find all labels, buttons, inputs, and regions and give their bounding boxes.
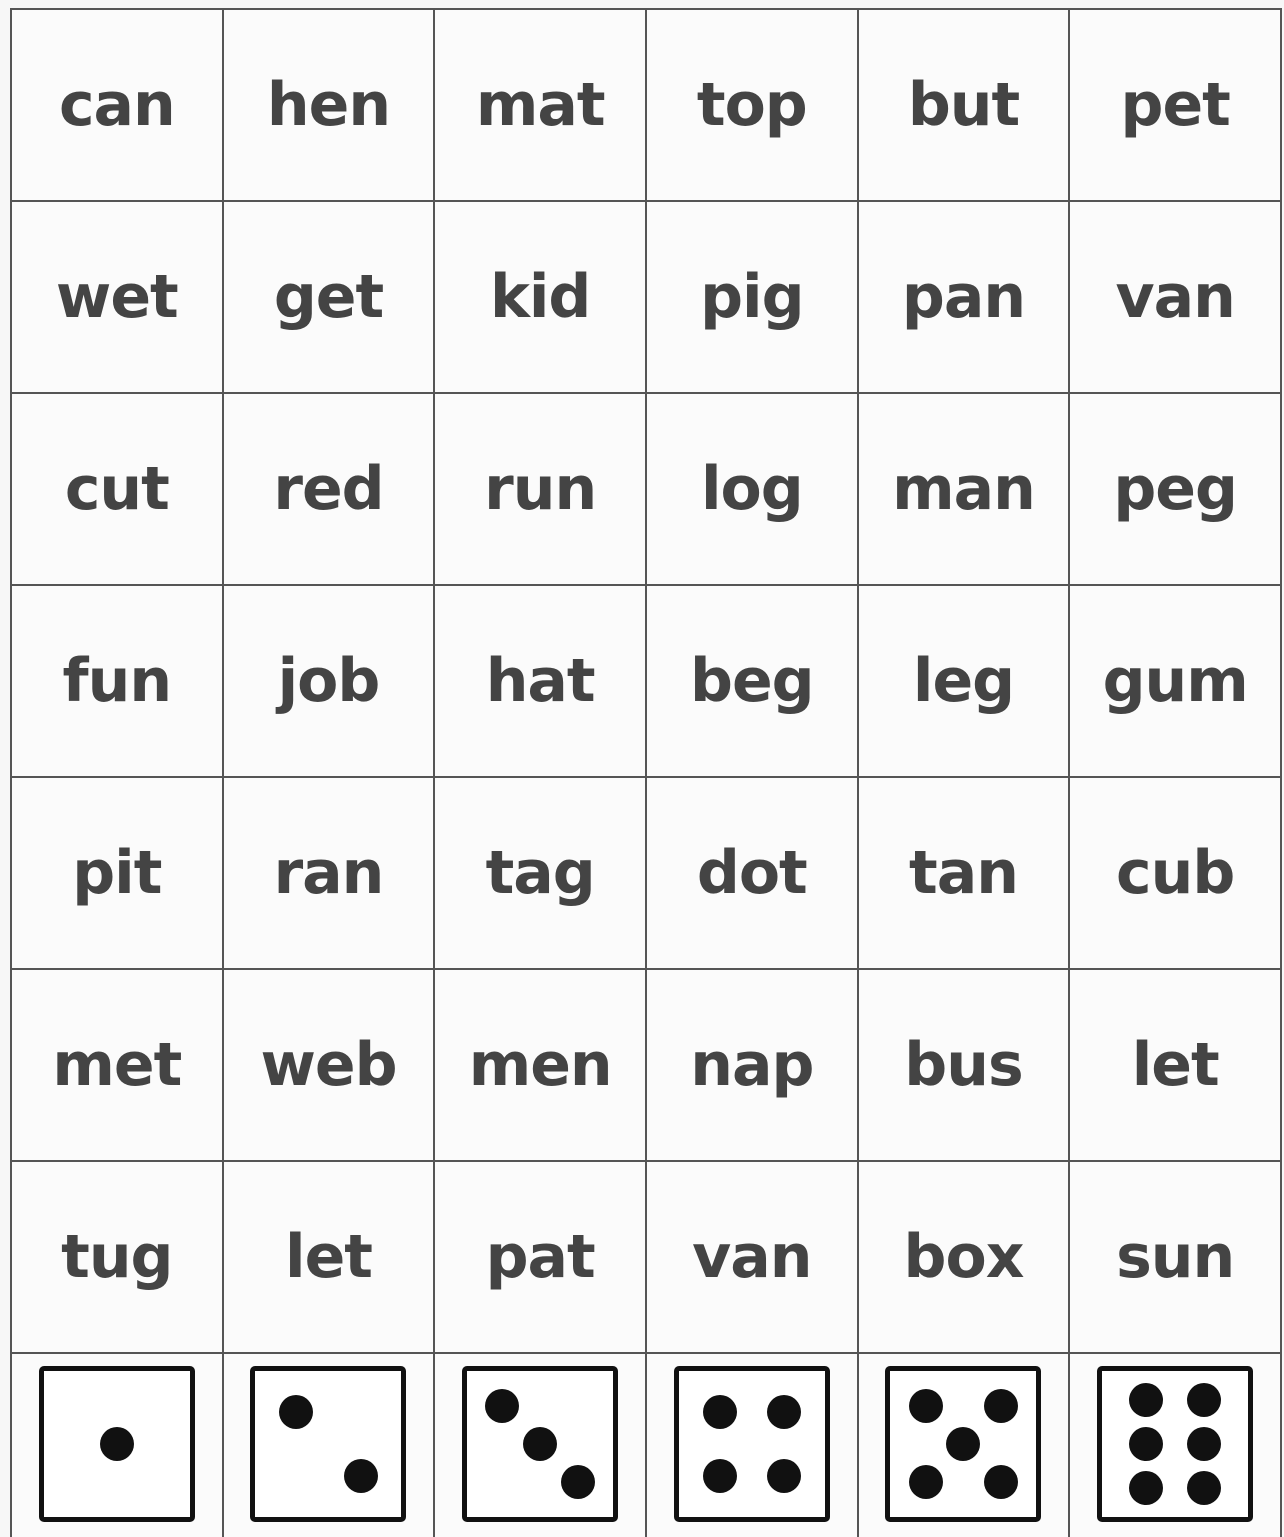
word-label: top bbox=[696, 70, 807, 140]
die-pip bbox=[1187, 1471, 1221, 1505]
word-cell[interactable] bbox=[647, 586, 859, 778]
word-label: tag bbox=[485, 838, 595, 908]
word-cell[interactable] bbox=[12, 1162, 224, 1354]
word-label: log bbox=[700, 454, 803, 524]
word-cell[interactable] bbox=[647, 970, 859, 1162]
word-label: hat bbox=[485, 646, 595, 716]
die-pip bbox=[767, 1395, 801, 1429]
word-cell[interactable] bbox=[12, 970, 224, 1162]
word-cell[interactable] bbox=[1070, 1162, 1282, 1354]
die-face-icon bbox=[1097, 1366, 1253, 1522]
word-cell[interactable] bbox=[647, 778, 859, 970]
word-label: mat bbox=[475, 70, 605, 140]
word-cell[interactable] bbox=[12, 10, 224, 202]
die-cell bbox=[1070, 1354, 1282, 1537]
word-cell[interactable] bbox=[224, 778, 436, 970]
word-label: pig bbox=[700, 262, 804, 332]
die-cell bbox=[859, 1354, 1071, 1537]
word-label: met bbox=[52, 1030, 182, 1100]
die-pip bbox=[1129, 1383, 1163, 1417]
word-label: van bbox=[1115, 262, 1235, 332]
word-cell[interactable] bbox=[435, 10, 647, 202]
die-pip bbox=[561, 1465, 595, 1499]
word-cell[interactable] bbox=[224, 10, 436, 202]
die-face-icon bbox=[674, 1366, 830, 1522]
word-label: can bbox=[58, 70, 175, 140]
word-cell[interactable] bbox=[224, 1162, 436, 1354]
word-cell[interactable] bbox=[224, 202, 436, 394]
word-cell[interactable] bbox=[859, 970, 1071, 1162]
die-face-icon bbox=[250, 1366, 406, 1522]
die-pip bbox=[100, 1427, 134, 1461]
word-label: ran bbox=[273, 838, 384, 908]
die-pip bbox=[909, 1389, 943, 1423]
word-label: man bbox=[892, 454, 1035, 524]
die-pip bbox=[1187, 1427, 1221, 1461]
word-cell[interactable] bbox=[224, 970, 436, 1162]
word-label: red bbox=[273, 454, 384, 524]
word-label: get bbox=[273, 262, 384, 332]
word-label: job bbox=[277, 646, 380, 716]
word-cell[interactable] bbox=[435, 778, 647, 970]
word-cell[interactable] bbox=[435, 394, 647, 586]
word-cell[interactable] bbox=[859, 586, 1071, 778]
die-cell bbox=[12, 1354, 224, 1537]
die-pip bbox=[523, 1427, 557, 1461]
word-cell[interactable] bbox=[12, 202, 224, 394]
die-face-icon bbox=[885, 1366, 1041, 1522]
word-cell[interactable] bbox=[1070, 778, 1282, 970]
word-cell[interactable] bbox=[1070, 394, 1282, 586]
word-label: dot bbox=[696, 838, 807, 908]
die-cell bbox=[435, 1354, 647, 1537]
die-pip bbox=[1129, 1427, 1163, 1461]
die-pip bbox=[485, 1389, 519, 1423]
word-cell[interactable] bbox=[859, 778, 1071, 970]
word-cell[interactable] bbox=[647, 10, 859, 202]
word-label: nap bbox=[690, 1030, 814, 1100]
word-label: van bbox=[692, 1222, 812, 1292]
word-label: let bbox=[285, 1222, 372, 1292]
word-cell[interactable] bbox=[12, 586, 224, 778]
word-cell[interactable] bbox=[647, 1162, 859, 1354]
word-label: hen bbox=[266, 70, 391, 140]
die-pip bbox=[909, 1465, 943, 1499]
word-cell[interactable] bbox=[224, 586, 436, 778]
word-label: beg bbox=[690, 646, 814, 716]
word-cell[interactable] bbox=[224, 394, 436, 586]
word-label: kid bbox=[489, 262, 591, 332]
word-label: let bbox=[1131, 1030, 1219, 1100]
word-cell[interactable] bbox=[435, 1162, 647, 1354]
word-label: men bbox=[468, 1030, 612, 1100]
word-label: cub bbox=[1116, 838, 1235, 908]
die-cell bbox=[647, 1354, 859, 1537]
die-pip bbox=[984, 1389, 1018, 1423]
word-cell[interactable] bbox=[859, 394, 1071, 586]
word-game-board bbox=[10, 8, 1282, 1537]
word-cell[interactable] bbox=[1070, 970, 1282, 1162]
die-pip bbox=[767, 1459, 801, 1493]
word-label: run bbox=[484, 454, 597, 524]
word-label: tug bbox=[61, 1222, 173, 1292]
word-label: pit bbox=[72, 838, 162, 908]
die-face-icon bbox=[39, 1366, 195, 1522]
word-label: web bbox=[260, 1030, 397, 1100]
die-pip bbox=[1129, 1471, 1163, 1505]
word-label: wet bbox=[55, 262, 178, 332]
word-cell[interactable] bbox=[12, 394, 224, 586]
word-cell[interactable] bbox=[435, 970, 647, 1162]
word-cell[interactable] bbox=[859, 1162, 1071, 1354]
word-label: but bbox=[907, 70, 1020, 140]
word-label: bus bbox=[904, 1030, 1023, 1100]
die-pip bbox=[946, 1427, 980, 1461]
die-face-icon bbox=[462, 1366, 618, 1522]
die-pip bbox=[1187, 1383, 1221, 1417]
word-cell[interactable] bbox=[1070, 10, 1282, 202]
word-label: pan bbox=[901, 262, 1026, 332]
die-pip bbox=[984, 1465, 1018, 1499]
word-label: pet bbox=[1120, 70, 1230, 140]
word-label: gum bbox=[1102, 646, 1248, 716]
word-cell[interactable] bbox=[1070, 586, 1282, 778]
word-cell[interactable] bbox=[435, 586, 647, 778]
die-pip bbox=[703, 1459, 737, 1493]
word-label: fun bbox=[62, 646, 172, 716]
word-label: cut bbox=[64, 454, 169, 524]
word-label: box bbox=[903, 1222, 1024, 1292]
die-pip bbox=[279, 1395, 313, 1429]
die-pip bbox=[703, 1395, 737, 1429]
word-cell[interactable] bbox=[12, 778, 224, 970]
word-label: peg bbox=[1113, 454, 1237, 524]
word-cell[interactable] bbox=[647, 202, 859, 394]
word-label: sun bbox=[1116, 1222, 1235, 1292]
die-cell bbox=[224, 1354, 436, 1537]
word-cell[interactable] bbox=[435, 202, 647, 394]
word-cell[interactable] bbox=[859, 10, 1071, 202]
word-label: leg bbox=[912, 646, 1015, 716]
word-cell[interactable] bbox=[1070, 202, 1282, 394]
die-pip bbox=[344, 1459, 378, 1493]
word-cell[interactable] bbox=[859, 202, 1071, 394]
word-label: tan bbox=[909, 838, 1018, 908]
word-label: pat bbox=[485, 1222, 595, 1292]
word-cell[interactable] bbox=[647, 394, 859, 586]
